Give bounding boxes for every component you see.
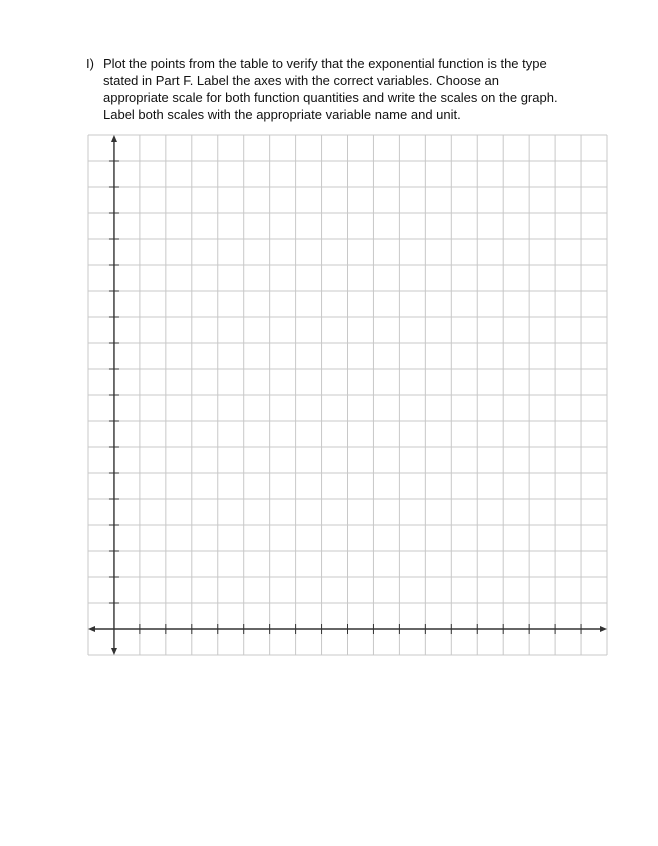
question-label: I) [86, 56, 94, 71]
grid-lines [88, 135, 607, 655]
question-line-3: appropriate scale for both function quantities and write the scales on the graph. [103, 90, 558, 105]
question-line-2: stated in Part F. Label the axes with the correct variables. Choose an [103, 73, 499, 88]
x-axis-left-arrow [88, 626, 95, 632]
y-axis-bottom-arrow [111, 648, 117, 655]
x-axis-right-arrow [600, 626, 607, 632]
question-line-1: Plot the points from the table to verify that the exponential function is the type [103, 56, 547, 71]
y-axis-top-arrow [111, 135, 117, 142]
question-line-4: Label both scales with the appropriate variable name and unit. [103, 107, 461, 122]
